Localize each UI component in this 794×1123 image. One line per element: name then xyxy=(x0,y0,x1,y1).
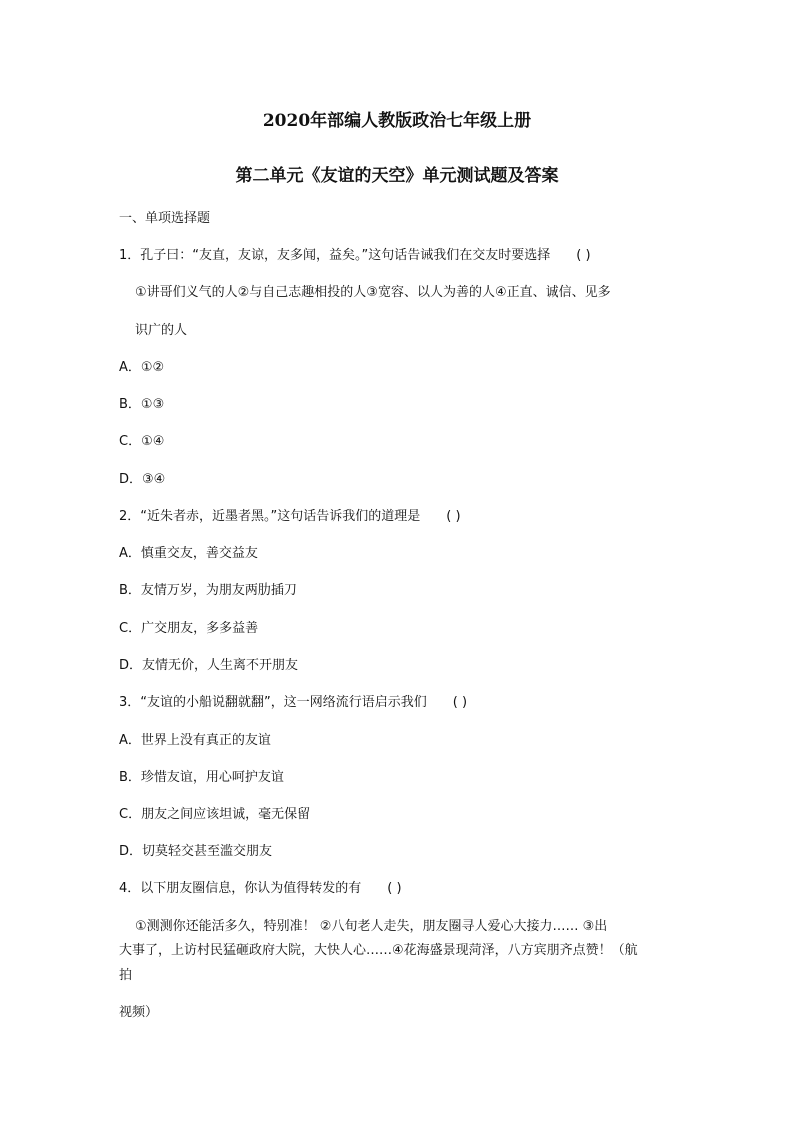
question-stem-text: 4．以下朋友圈信息，你认为值得转发的有 xyxy=(119,881,362,896)
question-1-option-c: C．①④ xyxy=(119,434,165,449)
question-4-context-line: ①测测你还能活多久，特别准！ ②八旬老人走失，朋友圈寻人爱心大接力…… ③出 xyxy=(135,919,608,934)
question-stem-text: 1．孔子曰：“友直，友谅，友多闻，益矣。”这句话告诫我们在交友时要选择 xyxy=(119,248,551,263)
question-3-option-a: A．世界上没有真正的友谊 xyxy=(119,733,271,748)
question-1-context-line: 识广的人 xyxy=(135,323,188,338)
answer-paren: ( ) xyxy=(452,695,468,710)
question-3-option-c: C．朋友之间应该坦诚，毫无保留 xyxy=(119,807,311,822)
question-2-option-d: D．友情无价，人生离不开朋友 xyxy=(119,658,299,673)
question-4-context-line: 拍 xyxy=(119,968,133,983)
question-4-stem xyxy=(119,880,402,898)
answer-paren: ( ) xyxy=(446,509,461,524)
document-subtitle: 第二单元《友谊的天空》单元测试题及答案 xyxy=(235,166,559,186)
question-1-option-d: D．③④ xyxy=(119,472,166,487)
question-2-stem xyxy=(119,508,461,526)
question-4-context-line: 视频） xyxy=(119,1005,159,1020)
question-3-stem xyxy=(119,694,467,712)
answer-paren: ( ) xyxy=(576,248,591,263)
question-2-option-c: C．广交朋友，多多益善 xyxy=(119,621,259,636)
question-stem-text: 2．“近朱者赤，近墨者黑。”这句话告诉我们的道理是 xyxy=(119,509,421,524)
question-stem-text: 3．“友谊的小船说翻就翻”，这一网络流行语启示我们 xyxy=(119,695,427,710)
question-3-option-d: D．切莫轻交甚至滥交朋友 xyxy=(119,844,273,859)
question-1-option-a: A．①② xyxy=(119,360,165,375)
question-2-option-b: B．友情万岁，为朋友两肋插刀 xyxy=(119,583,297,598)
section-heading: 一、单项选择题 xyxy=(119,211,211,226)
answer-paren: ( ) xyxy=(387,881,402,896)
question-2-option-a: A．慎重交友，善交益友 xyxy=(119,546,258,561)
question-1-stem xyxy=(119,247,591,265)
question-1-context-line: ①讲哥们义气的人②与自己志趣相投的人③宽容、以人为善的人④正直、诚信、见多 xyxy=(135,285,611,300)
question-3-option-b: B．珍惜友谊，用心呵护友谊 xyxy=(119,770,284,785)
question-4-context-line: 大事了，上访村民猛砸政府大院，大快人心……④花海盛景现菏泽，八方宾朋齐点赞！（航 xyxy=(119,943,638,958)
question-1-option-b: B．①③ xyxy=(119,397,165,412)
document-title: 2020年部编人教版政治七年级上册 xyxy=(262,111,532,131)
